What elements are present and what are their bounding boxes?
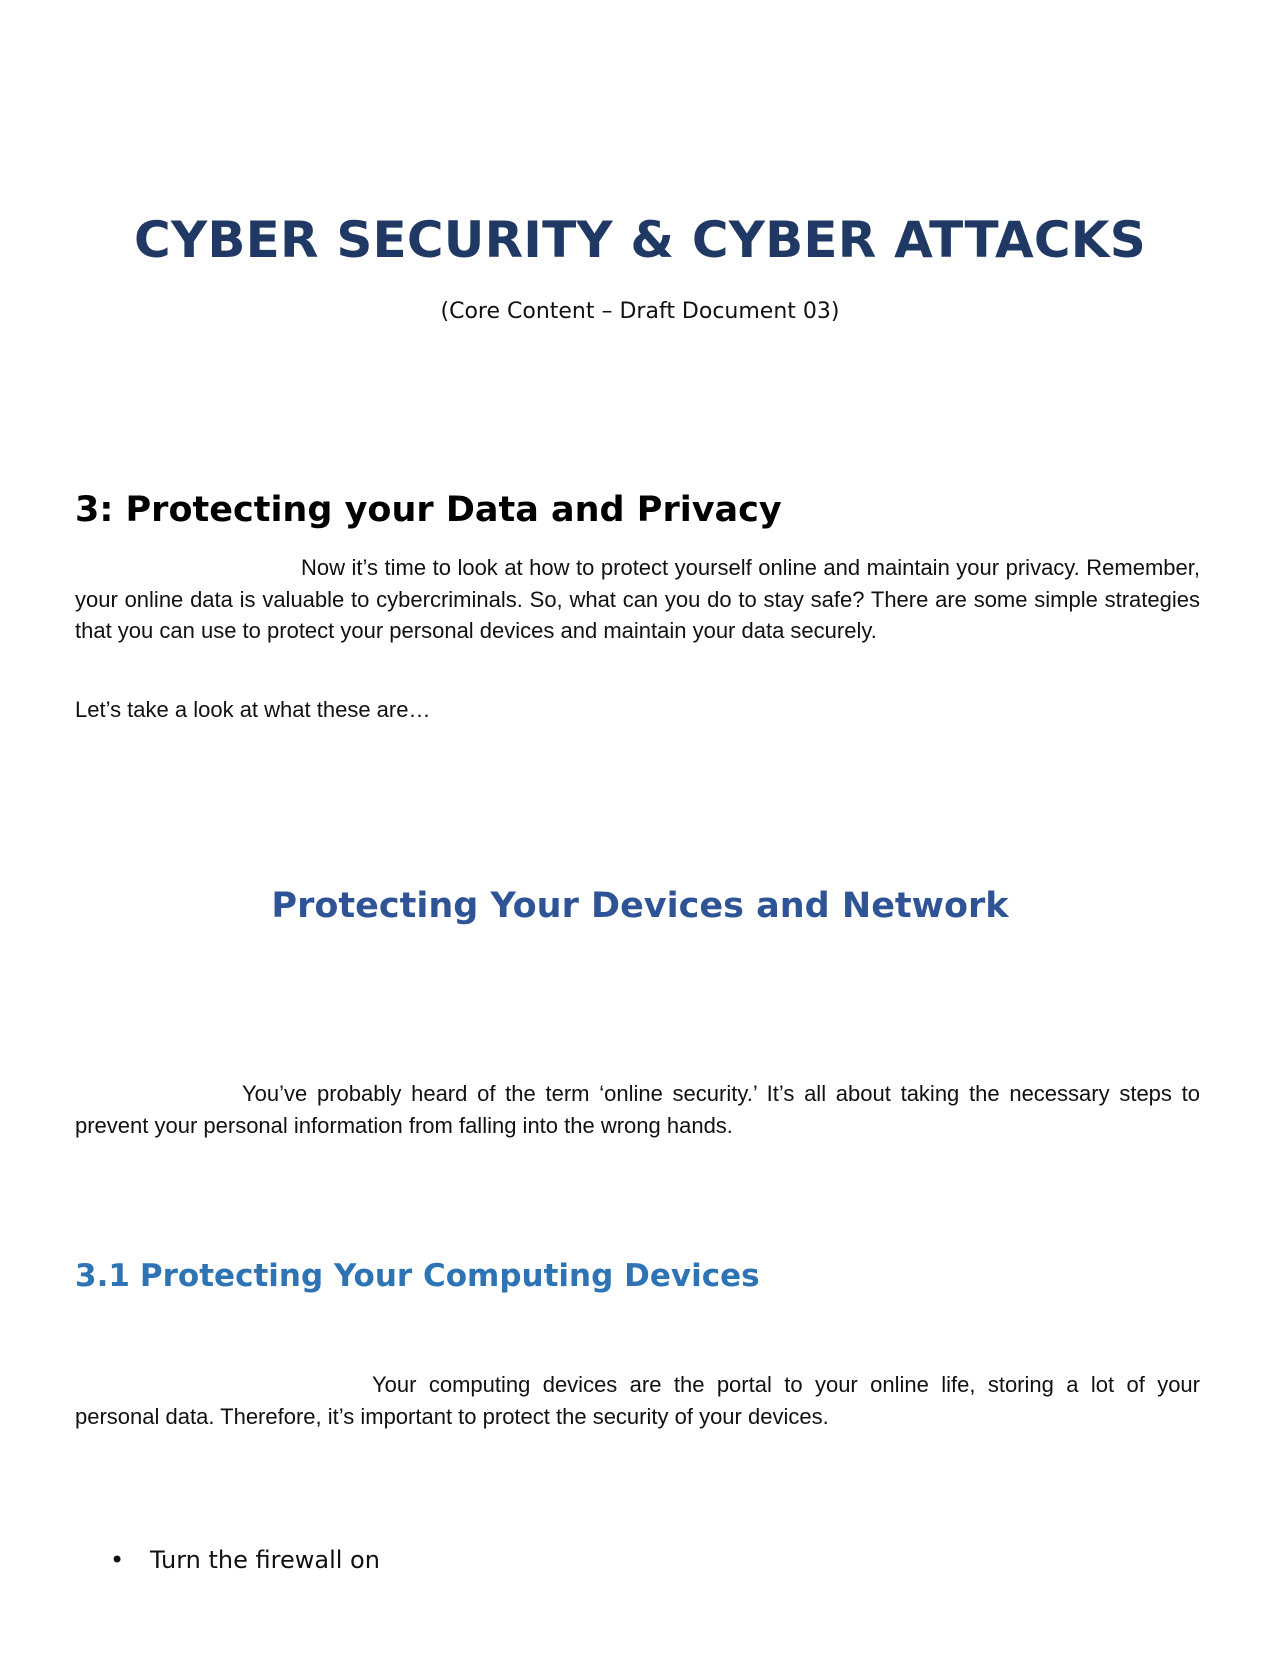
section-3-1-title: Protecting Your Computing Devices	[139, 1258, 760, 1294]
document-subtitle: (Core Content – Draft Document 03)	[440, 299, 840, 324]
section-3-heading: 3: Protecting your Data and Privacy	[75, 490, 782, 530]
section-3-1-heading	[75, 1256, 760, 1296]
list-item-text: Turn the firewall on	[150, 1546, 380, 1574]
section-3-lead-in: Let’s take a look at what these are…	[75, 697, 431, 722]
online-security-paragraph: You’ve probably heard of the term ‘online security.’ It’s all about taking the necessary steps to prevent your personal information from falling into the wrong hands.	[75, 1081, 1200, 1138]
list-item	[110, 1544, 380, 1576]
document-title: CYBER SECURITY & CYBER ATTACKS	[134, 211, 1146, 269]
bullet-icon: •	[110, 1546, 125, 1574]
computing-devices-paragraph: Your computing devices are the portal to your online life, storing a lot of your personal data. Therefore, it’s important to protect the security of your devices.	[75, 1372, 1200, 1429]
section-3-1-number: 3.1	[75, 1258, 130, 1294]
protecting-devices-heading: Protecting Your Devices and Network	[271, 886, 1009, 926]
section-3-intro-paragraph: Now it’s time to look at how to protect yourself online and maintain your privacy. Remember, your online data is valuable to cybercriminals. So, what can you do to stay safe? There are some simple strategies that you can use to protect your personal devices and maintain your data securely.	[75, 555, 1200, 643]
